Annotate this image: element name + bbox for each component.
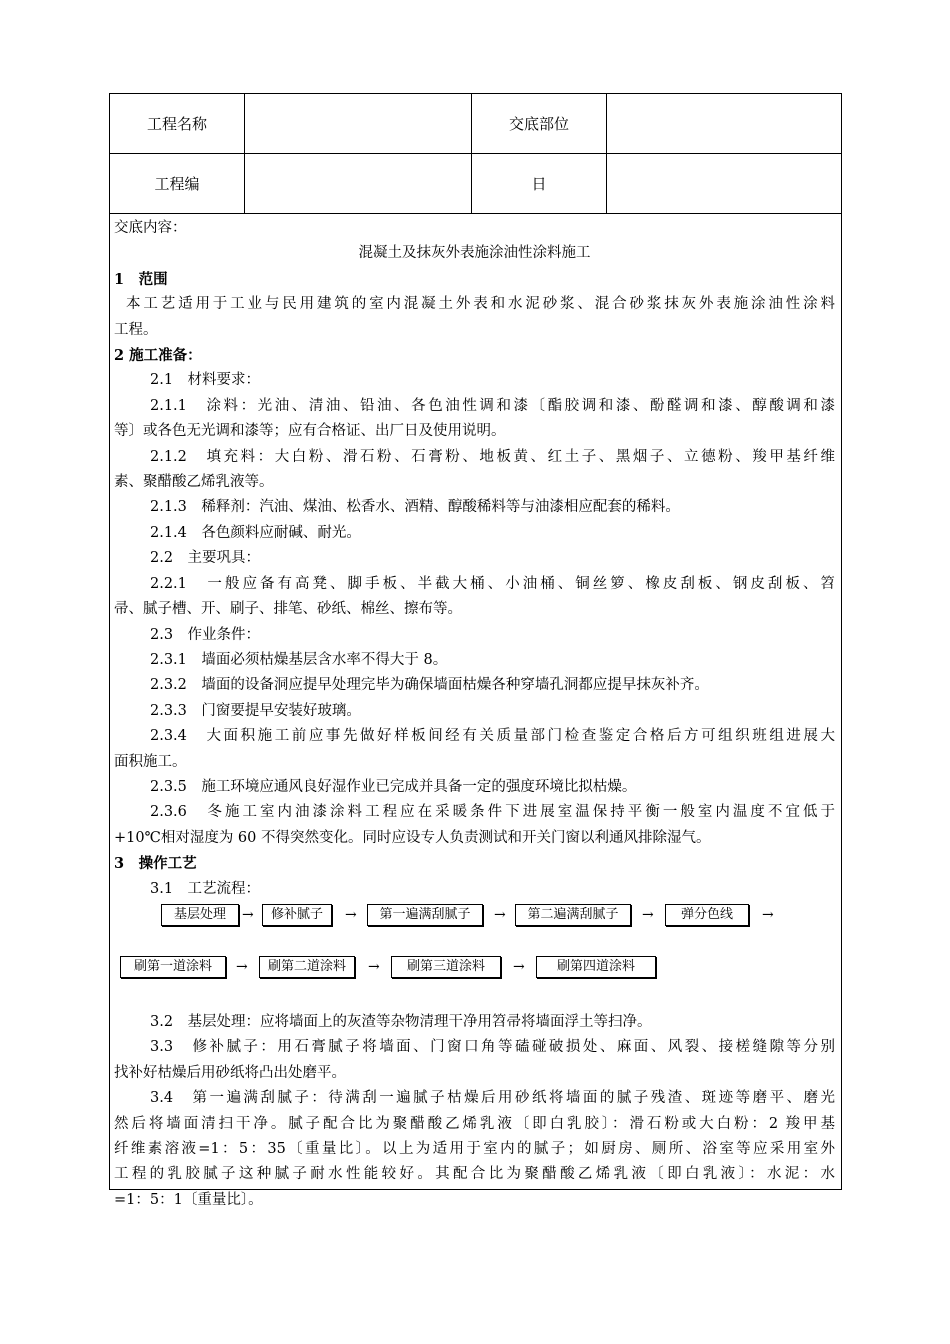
flow-arrow-icon: → [236, 958, 248, 975]
flow-arrow-icon: → [513, 958, 525, 975]
item-2-2-1: 2.2.1 一般应备有高凳、脚手板、半截大桶、小油桶、铜丝箩、橡皮刮板、钢皮刮板、笤 [150, 575, 835, 592]
flow-arrow-icon: → [345, 906, 357, 923]
project-no-value [245, 154, 472, 213]
project-name-value [245, 94, 472, 153]
item-2-2-1-cont: 帚、腻子槽、开、刷子、排笔、砂纸、棉丝、擦布等。 [114, 601, 462, 618]
item-3-4-cont: =1：5：1〔重量比〕。 [114, 1191, 263, 1208]
item-2-2: 2.2 主要巩具： [150, 550, 261, 567]
item-2-1-1: 2.1.1 涂料：光油、清油、铅油、各色油性调和漆〔酯胶调和漆、酚醛调和漆、醇酸调和漆 [150, 397, 835, 414]
flow-step: 第二遍满刮腻子 [515, 904, 631, 926]
section-1-text: 本工艺适用于工业与民用建筑的室内混凝土外表和水泥砂浆、混合砂浆抹灰外表施涂油性涂料 [126, 296, 835, 313]
flow-step: 基层处理 [161, 904, 239, 926]
section-3-heading: 3 操作工艺 [114, 855, 197, 873]
item-2-3: 2.3 作业条件： [150, 626, 261, 643]
disclosure-content [114, 216, 835, 1213]
item-3-3: 3.3 修补腻子：用石膏腻子将墙面、门窗口角等磕碰破损处、麻面、风裂、接槎缝隙等分别 [150, 1039, 835, 1056]
project-name-label: 工程名称 [110, 94, 245, 153]
flow-step: 弹分色线 [665, 904, 749, 926]
item-2-3-4-cont: 面积施工。 [114, 753, 187, 770]
item-2-3-1: 2.3.1 墙面必须枯燥基层含水率不得大于 8。 [150, 651, 448, 668]
item-3-4-cont: 工程的乳胶腻子这种腻子耐水性能较好。其配合比为聚醋酸乙烯乳液〔即白乳液〕：水泥：水 [114, 1166, 835, 1183]
flow-step: 刷第一道涂料 [120, 956, 226, 978]
flow-step: 刷第四道涂料 [536, 956, 656, 978]
disclosure-part-label: 交底部位 [472, 94, 607, 153]
flow-arrow-icon: → [494, 906, 506, 923]
flow-step: 第一遍满刮腻子 [367, 904, 483, 926]
flow-step: 刷第二道涂料 [259, 956, 355, 978]
item-3-4: 3.4 第一遍满刮腻子：待满刮一遍腻子枯燥后用砂纸将墙面的腻子残渣、斑迹等磨平、磨光 [150, 1090, 835, 1107]
item-3-4-cont: 然后将墙面清扫干净。腻子配合比为聚醋酸乙烯乳液〔即白乳胶〕：滑石粉或大白粉：2 羧甲基 [114, 1115, 835, 1132]
process-flow-row-2 [114, 956, 835, 980]
header-row-1 [110, 94, 841, 154]
section-1-text-cont: 工程。 [114, 321, 158, 338]
header-row-2 [110, 154, 841, 213]
item-2-1-2: 2.1.2 填充料：大白粉、滑石粉、石膏粉、地板黄、红土子、黑烟子、立德粉、羧甲基纤维 [150, 448, 835, 465]
flow-arrow-icon: → [642, 906, 654, 923]
doc-title: 混凝土及抹灰外表施涂油性涂料施工 [358, 245, 591, 262]
section-2-heading: 2 施工准备： [114, 347, 202, 365]
item-2-1-4: 2.1.4 各色颜料应耐碱、耐光。 [150, 524, 361, 541]
item-2-1-3: 2.1.3 稀释剂：汽油、煤油、松香水、酒精、醇酸稀料等与油漆相应配套的稀料。 [150, 499, 680, 516]
item-3-2: 3.2 基层处理：应将墙面上的灰渣等杂物清理干净用笤帚将墙面浮土等扫净。 [150, 1013, 652, 1030]
section-1-heading: 1 范围 [114, 270, 168, 288]
flow-step: 修补腻子 [262, 904, 332, 926]
flow-step: 刷第三道涂料 [391, 956, 501, 978]
item-2-3-6: 2.3.6 冬施工室内油漆涂料工程应在采暖条件下进展室温保持平衡一般室内温度不宜低于 [150, 804, 835, 821]
header-table [110, 94, 841, 214]
flow-arrow-icon: → [762, 906, 774, 923]
process-flow [114, 902, 835, 1010]
disclosure-part-value [607, 94, 841, 153]
item-3-3-cont: 找补好枯燥后用砂纸将凸出处磨平。 [114, 1064, 346, 1081]
item-2-1: 2.1 材料要求： [150, 372, 261, 389]
item-2-3-5: 2.3.5 施工环境应通风良好湿作业已完成并具备一定的强度环境比拟枯燥。 [150, 778, 637, 795]
item-2-1-2-cont: 素、聚醋酸乙烯乳液等。 [114, 474, 274, 491]
process-flow-row-1 [114, 904, 835, 928]
intro-label: 交底内容： [114, 220, 187, 236]
item-3-1: 3.1 工艺流程： [150, 880, 261, 897]
date-label: 日 [472, 154, 607, 213]
flow-arrow-icon: → [368, 958, 380, 975]
item-2-3-2: 2.3.2 墙面的设备洞应提早处理完毕为确保墙面枯燥各种穿墙孔洞都应提早抹灰补齐。 [150, 677, 709, 694]
flow-arrow-icon: → [242, 906, 254, 923]
item-2-3-6-cont: +10℃相对湿度为 60 不得突然变化。同时应设专人负责测试和开关门窗以利通风排除湿气。 [114, 829, 711, 846]
item-2-1-1-cont: 等〕或各色无光调和漆等；应有合格证、出厂日及使用说明。 [114, 423, 506, 440]
item-3-4-cont: 纤维素溶液=1：5：35〔重量比〕。以上为适用于室内的腻子；如厨房、厕所、浴室等应采用室外 [114, 1141, 835, 1157]
project-no-label: 工程编 [110, 154, 245, 213]
item-2-3-4: 2.3.4 大面积施工前应事先做好样板间经有关质量部门检查鉴定合格后方可组织班组进展大 [150, 728, 835, 745]
disclosure-form [109, 93, 842, 1208]
item-2-3-3: 2.3.3 门窗要提早安装好玻璃。 [150, 702, 361, 719]
date-value [607, 154, 841, 213]
